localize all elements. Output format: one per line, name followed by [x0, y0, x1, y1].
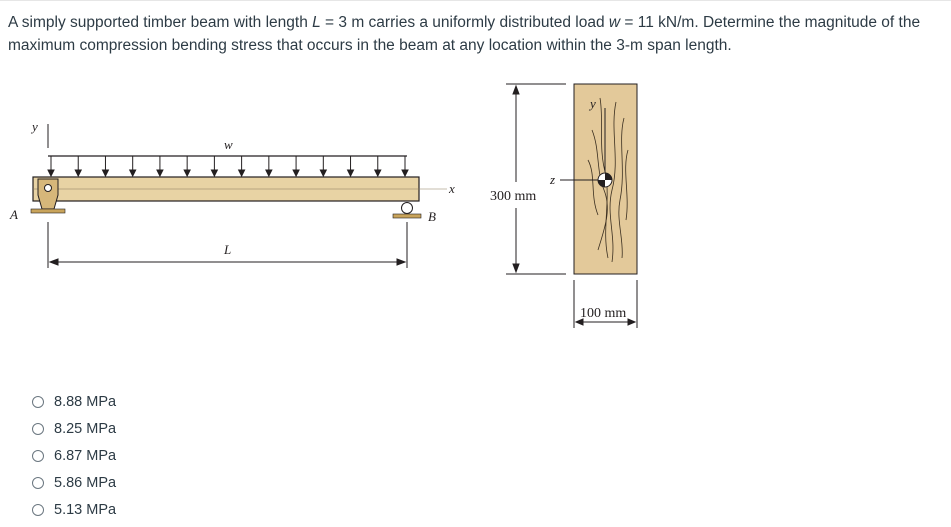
question-part-3: = 11 kN/m. Determine the magnitude of the maximum compression bending stress that occurs in the beam at any location within the 3-m span length.	[8, 14, 921, 54]
load-arrow-head	[375, 170, 381, 176]
beam-elevation	[9, 119, 455, 268]
roller-support-b	[393, 203, 421, 219]
answer-label: 5.13 MPa	[54, 501, 117, 518]
load-arrow-head	[157, 170, 163, 176]
section-y-label: y	[590, 96, 596, 111]
answer-option-3[interactable]	[32, 442, 116, 469]
load-arrow-head	[184, 170, 190, 176]
load-arrow-head	[348, 170, 354, 176]
variable-w: w	[608, 14, 621, 31]
width-dimension: 100 mm	[580, 306, 627, 321]
answer-option-1[interactable]	[32, 388, 116, 415]
load-arrow-head	[75, 170, 81, 176]
load-w-label: w	[224, 137, 233, 152]
beam-y-label: y	[32, 119, 38, 134]
cross-section	[490, 84, 637, 328]
load-arrow-head	[102, 170, 108, 176]
question-part-2: = 3 m carries a uniformly distributed load	[320, 14, 609, 31]
support-a-label: A	[10, 207, 18, 222]
distributed-load	[48, 156, 408, 176]
support-b-label: B	[428, 209, 436, 224]
radio-button[interactable]	[32, 423, 44, 435]
answer-option-4[interactable]	[32, 469, 116, 496]
answer-label: 8.25 MPa	[54, 420, 117, 437]
top-divider	[0, 0, 951, 1]
radio-button[interactable]	[32, 477, 44, 489]
x-axis-label: x	[449, 181, 455, 196]
radio-button[interactable]	[32, 396, 44, 408]
answer-option-2[interactable]	[32, 415, 116, 442]
span-l-label: L	[224, 242, 232, 257]
question-part-1: A simply supported timber beam with length	[8, 14, 313, 31]
load-arrow-head	[293, 170, 299, 176]
beam-figure	[0, 75, 951, 355]
answer-label: 5.86 MPa	[54, 474, 117, 491]
load-arrow-head	[211, 170, 217, 176]
radio-button[interactable]	[32, 504, 44, 516]
centroid-icon	[598, 173, 612, 187]
load-arrow-head	[402, 170, 408, 176]
load-arrow-head	[130, 170, 136, 176]
load-arrow-head	[320, 170, 326, 176]
load-arrow-head	[239, 170, 245, 176]
load-arrow-head	[266, 170, 272, 176]
answer-options	[32, 388, 116, 523]
answer-label: 8.88 MPa	[54, 393, 117, 410]
answer-option-5[interactable]	[32, 496, 116, 523]
radio-button[interactable]	[32, 450, 44, 462]
variable-L: L	[312, 14, 321, 31]
z-axis-label: z	[550, 172, 556, 187]
load-arrow-head	[48, 170, 54, 176]
question-text	[8, 11, 948, 57]
height-dimension: 300 mm	[490, 189, 537, 204]
answer-label: 6.87 MPa	[54, 447, 117, 464]
